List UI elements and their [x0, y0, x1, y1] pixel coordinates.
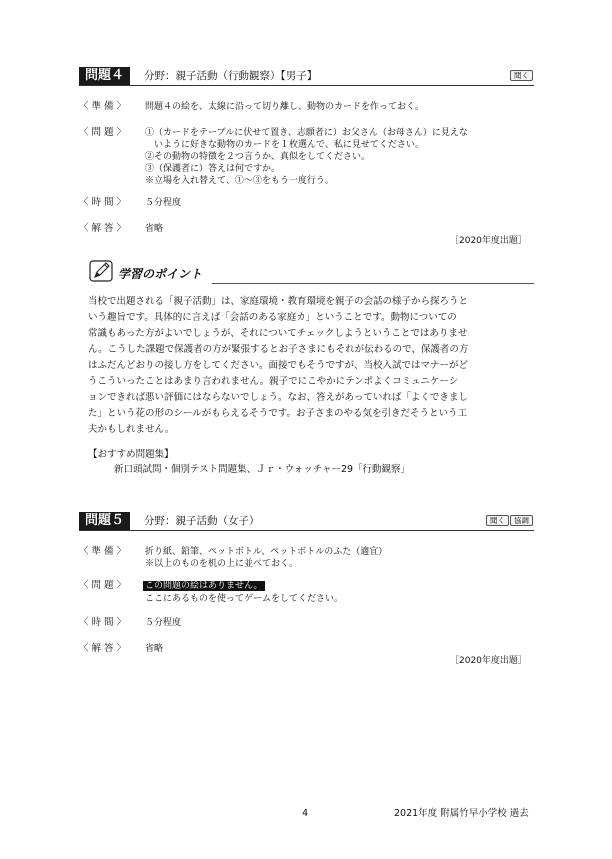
q5-year-note: ［2020年度出題］: [450, 656, 527, 666]
q5-label-prep: 〈 準 備 〉: [79, 546, 127, 557]
footer-title: 2021年度 附属竹早小学校 過去: [394, 808, 529, 819]
point-line-2: いう趣旨です。具体的に言えば「会話のある家庭カ」ということです。動物についての: [88, 312, 457, 323]
q5-label-answer: 〈 解 答 〉: [79, 643, 127, 654]
q4-question-line-2: いように好きな動物のカードを１枚選んで、私に見せてください。: [145, 140, 424, 150]
q4-label-prep: 〈 準 備 〉: [79, 101, 127, 112]
q4-prep-text: 問題４の絵を、太線に沿って切り離し、動物のカードを作っておく。: [145, 102, 424, 112]
q4-label-time: 〈 時 間 〉: [79, 197, 127, 208]
q4-label-question: 〈 問 題 〉: [79, 127, 127, 138]
q4-divider: [79, 85, 534, 86]
q4-time-text: ５分程度: [145, 198, 182, 208]
q4-answer-text: 省略: [145, 224, 164, 234]
q5-tag-listen: 聞く: [486, 515, 509, 526]
q5-question-line-1: ここにあるものを使ってゲームをしてください。: [145, 594, 344, 604]
q5-prep-line-2: ※以上のものを机の上に並べておく。: [145, 559, 298, 569]
q5-no-image-notice: この問題の絵はありません。: [145, 581, 263, 591]
q4-question-line-5: ※立場を入れ替えて、①～③をもう一度行う。: [145, 176, 334, 186]
q5-label-question: 〈 問 題 〉: [79, 580, 127, 591]
point-line-8: た」という花の形のシールがもらえるそうです。お子さまのやる気を引きだそうという工: [88, 408, 468, 419]
point-line-9: 夫かもしれません。: [88, 424, 175, 435]
point-line-7: ョンできれば悪い評価にはならないでしょう。なお、答えがあっていれば「よくできまし: [88, 392, 468, 403]
point-title-rule: [212, 283, 534, 284]
point-line-3: 常識もあった方がよいでしょうが、それについてチェックしようということではありませ: [88, 328, 468, 339]
q4-year-note: ［2020年度出題］: [450, 236, 527, 246]
point-line-6: うこういったことはあまり言われません。親子でにこやかにテンポよくコミュニケーシ: [88, 376, 459, 387]
point-line-5: はふだんどおりの接し方をしてください。面接でもそうですが、当校入試ではマナーがど: [88, 360, 469, 371]
pencil-icon: [89, 260, 115, 282]
q5-question-highlight: [143, 580, 265, 593]
q5-badge: 問題５: [79, 512, 130, 530]
point-title: 学習のポイント: [118, 267, 203, 281]
q5-category: 分野：親子活動（女子）: [144, 515, 260, 527]
recommend-title: 【おすすめ問題集】: [88, 449, 174, 460]
point-line-1: 当校で出題される「親子活動」は、家庭環境・教育環境を親子の会話の様子から探ろうと: [88, 296, 469, 307]
q4-question-line-3: ②その動物の特徴を２つ言うか、真似をしてください。: [145, 152, 371, 162]
q4-tag-listen: 聞く: [510, 70, 533, 81]
page-number: 4: [302, 808, 309, 819]
q5-prep-line-1: 折り紙、鉛筆、ペットボトル、ペットボトルのふた（適宜）: [145, 547, 388, 557]
q4-badge: 問題４: [79, 67, 130, 85]
q5-tag-cooperate: 協調: [510, 515, 533, 526]
q4-question-line-4: ③（保護者に）答えは何ですか。: [145, 164, 281, 174]
q5-label-time: 〈 時 間 〉: [79, 617, 127, 628]
q5-time-text: ５分程度: [145, 618, 182, 628]
recommend-item: 新口頭試問・個別テスト問題集、Ｊｒ・ウォッチャー29「行動観察」: [114, 464, 411, 475]
q5-answer-text: 省略: [145, 644, 164, 654]
q5-divider: [79, 530, 534, 531]
q4-category: 分野：親子活動（行動観察）【男子】: [144, 70, 318, 82]
q4-question-line-1: ①（カードをテーブルに伏せて置き、志願者に）お父さん（お母さん）に見えな: [145, 128, 468, 138]
q4-label-answer: 〈 解 答 〉: [79, 223, 127, 234]
point-line-4: ん。こうした課題で保護者の方が緊張するとお子さまにもそれが伝わるので、保護者の方: [88, 344, 469, 355]
